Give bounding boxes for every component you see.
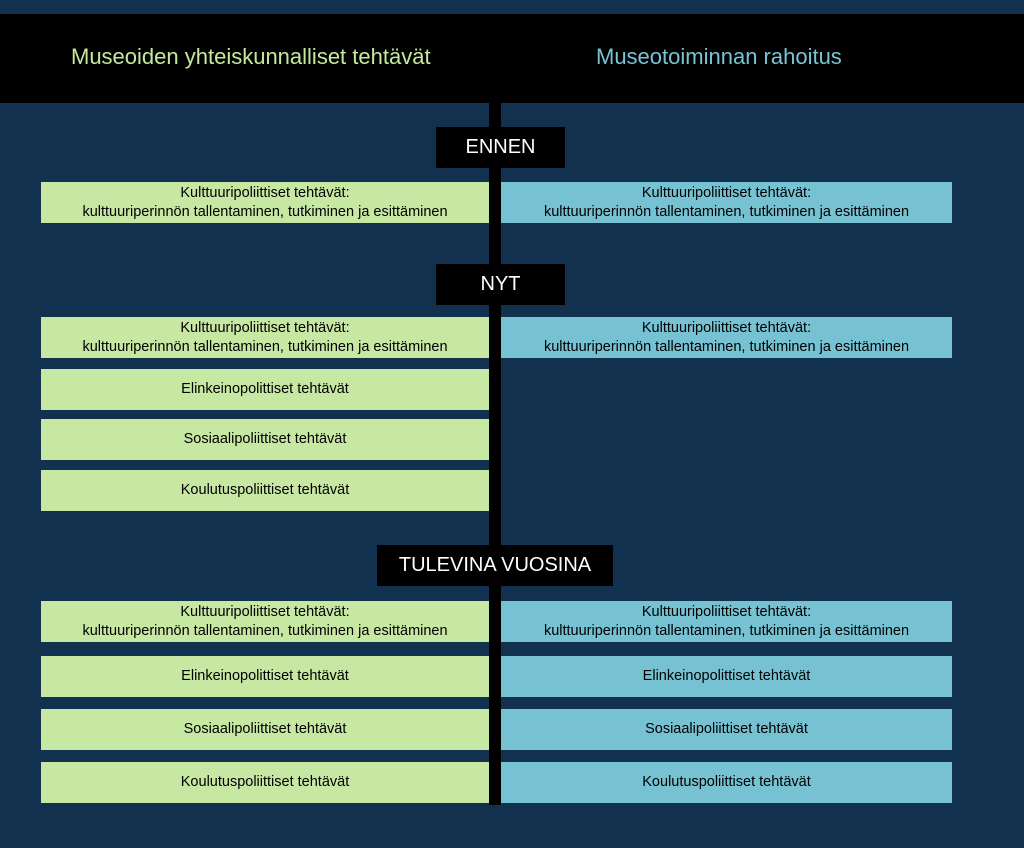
box-line: Koulutuspoliittiset tehtävät <box>180 482 350 498</box>
box-line: Kulttuuripoliittiset tehtävät: <box>180 603 350 620</box>
box-line: Elinkeinopolittiset tehtävät <box>181 668 349 684</box>
tulevina-right-box-3 <box>501 709 952 750</box>
ennen-left-box-1 <box>41 182 489 223</box>
box-line: kulttuuriperinnön tallentaminen, tutkiminen ja esittäminen <box>543 338 910 355</box>
box-line: Kulttuuripoliittiset tehtävät: <box>641 184 812 201</box>
box-line: kulttuuriperinnön tallentaminen, tutkiminen ja esittäminen <box>543 622 910 639</box>
tulevina-right-box-4 <box>501 762 952 803</box>
box-line: Kulttuuripoliittiset tehtävät: <box>641 319 812 336</box>
box-line: Sosiaalipoliittiset tehtävät <box>183 721 347 737</box>
tulevina-right-box-1 <box>501 601 952 642</box>
tulevina-left-box-4 <box>41 762 489 803</box>
tulevina-left-box-2 <box>41 656 489 697</box>
box-line: Koulutuspoliittiset tehtävät <box>180 774 350 790</box>
nyt-left-box-4 <box>41 470 489 511</box>
tulevina-left-box-1 <box>41 601 489 642</box>
right-column-title: Museotoiminnan rahoitus <box>596 44 842 69</box>
box-line: Kulttuuripoliittiset tehtävät: <box>180 319 350 336</box>
box-line: kulttuuriperinnön tallentaminen, tutkiminen ja esittäminen <box>82 203 448 220</box>
box-line: Sosiaalipoliittiset tehtävät <box>645 721 808 737</box>
nyt-right-box-1 <box>501 317 952 358</box>
box-line: kulttuuriperinnön tallentaminen, tutkiminen ja esittäminen <box>82 622 448 639</box>
box-line: kulttuuriperinnön tallentaminen, tutkiminen ja esittäminen <box>82 338 448 355</box>
box-line: Elinkeinopolittiset tehtävät <box>642 668 811 684</box>
box-line: kulttuuriperinnön tallentaminen, tutkiminen ja esittäminen <box>543 203 910 220</box>
box-line: Kulttuuripoliittiset tehtävät: <box>180 184 350 201</box>
tulevina-right-box-2 <box>501 656 952 697</box>
nyt-left-box-3 <box>41 419 489 460</box>
nyt-left-box-2 <box>41 369 489 410</box>
box-line: Elinkeinopolittiset tehtävät <box>181 381 349 397</box>
period-label-ennen: ENNEN <box>436 127 565 168</box>
ennen-right-box-1 <box>501 182 952 223</box>
period-label-tulevina-vuosina: TULEVINA VUOSINA <box>377 545 613 586</box>
nyt-left-box-1 <box>41 317 489 358</box>
center-divider <box>489 103 501 805</box>
left-column-title: Museoiden yhteiskunnalliset tehtävät <box>71 44 431 69</box>
box-line: Sosiaalipoliittiset tehtävät <box>183 431 347 447</box>
tulevina-left-box-3 <box>41 709 489 750</box>
box-line: Koulutuspoliittiset tehtävät <box>642 774 811 790</box>
box-line: Kulttuuripoliittiset tehtävät: <box>641 603 812 620</box>
period-label-nyt: NYT <box>436 264 565 305</box>
